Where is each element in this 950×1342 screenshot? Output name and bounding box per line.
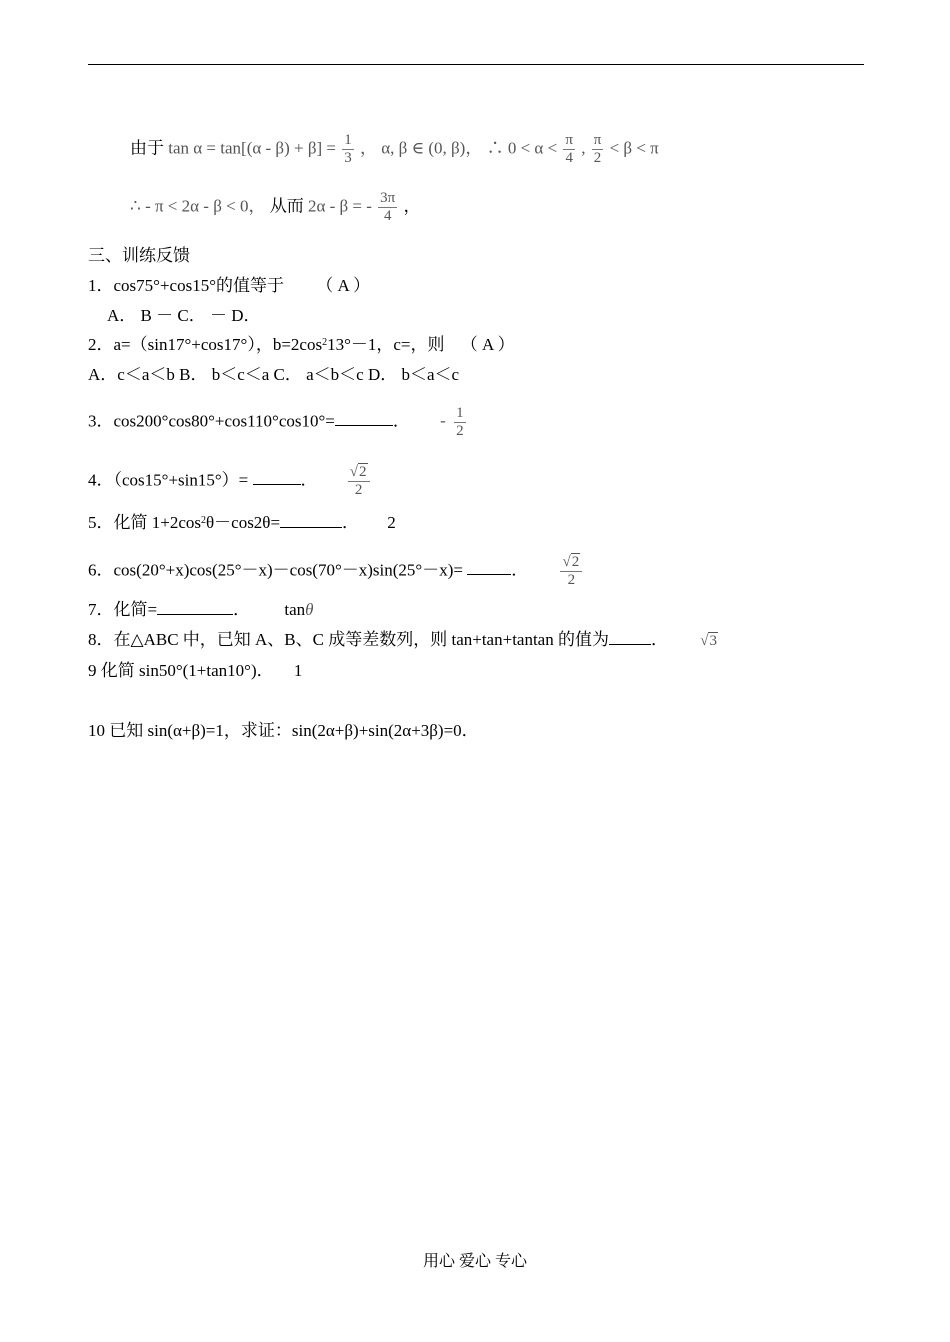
fraction-one-third: $\frac{1}{3}$ [344, 132, 352, 166]
comma: , [581, 138, 586, 158]
question-5 [88, 512, 396, 534]
question-text: 7．化简= [88, 600, 158, 619]
question-text: 3．cos200°cos80°+cos110°cos10°= [88, 411, 335, 431]
superscript: 2 [201, 515, 206, 526]
derivation-line-1 [130, 132, 659, 167]
derivation-expr: tan α = tan[(α - β) + β] = [168, 138, 341, 158]
question-text-cont: 13°－1，c=，则 [327, 335, 445, 354]
question-text: 5．化简 1+2cos [88, 513, 201, 532]
question-answer: （ A ） [316, 276, 371, 295]
answer-blank[interactable] [609, 630, 651, 645]
answer-fraction: $\frac{1}{2}$ [456, 405, 464, 439]
answer-blank[interactable] [253, 470, 301, 485]
derivation-range: ∴ - π < 2α - β < 0， [130, 196, 266, 216]
derivation-result: 2α - β = - [307, 196, 377, 216]
derivation-condition: ， α, β ∈ (0, β)， ∴ 0 < α < [359, 138, 562, 158]
question-text: 9 化简 sin50°(1+tan10°)． [88, 661, 274, 680]
question-answer: （ A ） [460, 335, 515, 354]
period: ． [392, 411, 410, 431]
question-answer: 2 [387, 513, 396, 532]
question-text: 8．在△ABC 中，已知 A、B、C 成等差数列，则 tan+tan+tantan 的值为 [88, 630, 609, 649]
question-6 [88, 554, 584, 589]
fraction-pi-over-2: $\frac{\pi}{2}$ [593, 132, 602, 166]
question-9 [88, 660, 302, 682]
derivation-tail: < β < π [609, 138, 659, 158]
period: ． [342, 513, 360, 532]
question-text-cont: θ－cos2θ= [206, 513, 281, 532]
question-1 [88, 275, 370, 297]
derivation-word: 从而 [269, 196, 304, 216]
comma: ， [403, 196, 421, 216]
fraction-pi-over-4: $\frac{\pi}{4}$ [565, 132, 573, 166]
question-7 [88, 599, 313, 621]
question-8 [88, 629, 718, 652]
derivation-line-2 [130, 190, 421, 225]
period: ． [511, 560, 529, 580]
answer-blank[interactable] [280, 513, 342, 528]
question-answer: 1 [293, 661, 303, 680]
period: ． [300, 470, 318, 490]
header-rule [88, 64, 864, 65]
question-answer: tan [284, 600, 306, 619]
question-3 [88, 405, 468, 440]
fraction-3pi-over-4: $\frac{3\pi}{4}$ [380, 190, 396, 224]
question-2-options: A．c＜a＜b B． b＜c＜a C． a＜b＜c D． b＜a＜c [88, 365, 460, 384]
sqrt-symbol: √2 [349, 464, 367, 480]
answer-blank[interactable] [157, 600, 233, 615]
answer-fraction: $\frac{√2}{2}$ [348, 464, 370, 499]
question-text: 1．cos75°+cos15°的值等于 [88, 276, 285, 295]
question-4 [88, 464, 372, 499]
answer-fraction: $\frac{√2}{2}$ [560, 554, 582, 589]
answer-sign: - [440, 411, 446, 431]
question-text: 4．（cos15°+sin15°）= [88, 470, 253, 490]
answer-blank[interactable] [467, 560, 511, 575]
sqrt-symbol: √2 [562, 554, 580, 570]
derivation-prefix: 由于 [130, 138, 164, 158]
question-text: 6．cos(20°+x)cos(25°－x)－cos(70°－x)sin(25°－x)= [88, 560, 468, 580]
period: ． [233, 600, 251, 619]
question-1-options: A． B － C． － D． [107, 306, 261, 325]
superscript: 2 [322, 337, 328, 348]
question-2 [88, 334, 515, 356]
answer-sqrt: √3 [700, 633, 717, 649]
period: ． [650, 630, 668, 649]
answer-blank[interactable] [335, 411, 393, 426]
page-footer: 用心 爱心 专心 [422, 1253, 527, 1270]
question-10: 10 已知 sin(α+β)=1，求证：sin(2α+β)+sin(2α+3β)=0． [88, 721, 479, 740]
section-title: 三、训练反馈 [88, 246, 190, 265]
theta-var: θ [305, 600, 314, 619]
question-text: 2．a=（sin17°+cos17°），b=2cos [88, 335, 323, 354]
